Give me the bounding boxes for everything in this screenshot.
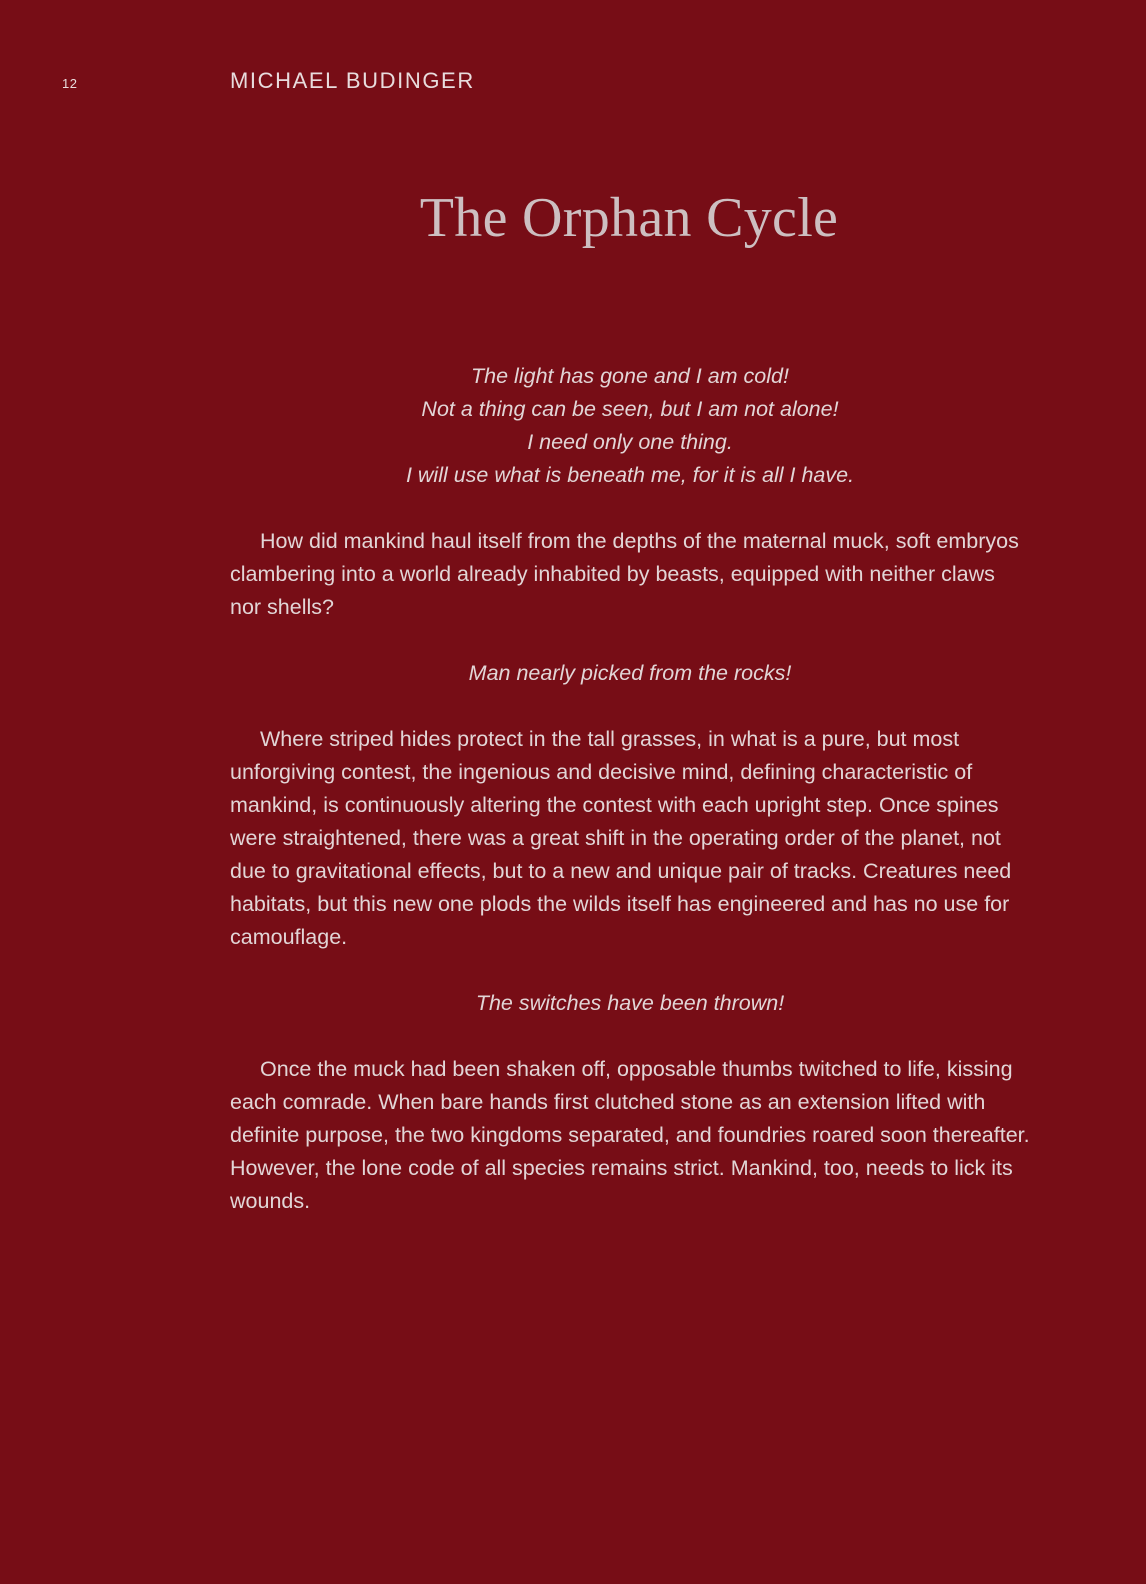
- verse-line: The light has gone and I am cold!: [471, 364, 789, 388]
- paragraph: How did mankind haul itself from the depths of the maternal muck, soft embryos clambering into a world already inhabited by beasts, equipped with neither claws nor shells?: [230, 529, 1019, 619]
- verse-line: I need only one thing.: [527, 430, 733, 454]
- page-title: The Orphan Cycle: [419, 187, 839, 249]
- verse-line: Not a thing can be seen, but I am not alone!: [421, 397, 839, 421]
- body-text: [230, 360, 1030, 1218]
- paragraph: Where striped hides protect in the tall grasses, in what is a pure, but most unforgiving contest, the ingenious and decisive mind, defining characteristic of mankind, is continuously altering the contest with each upright step. Once spines were straightened, there was a great shift in the operating order of the planet, not due to gravitational effects, but to a new and unique pair of tracks. Creatures need habitats, but this new one plods the wilds itself has engineered and has no use for camouflage.: [230, 727, 1012, 949]
- running-head-author: MICHAEL BUDINGER: [230, 68, 475, 93]
- paragraph: Once the muck had been shaken off, opposable thumbs twitched to life, kissing each comrade. When bare hands first clutched stone as an extension lifted with definite purpose, the two kingdoms separated, and foundries roared soon thereafter. However, the lone code of all species remains strict. Mankind, too, needs to lick its wounds.: [230, 1057, 1030, 1213]
- page-number: 12: [62, 76, 78, 91]
- verse-line: I will use what is beneath me, for it is all I have.: [405, 463, 855, 487]
- verse-stanza: [230, 360, 1030, 492]
- verse-line: The switches have been thrown!: [475, 991, 785, 1015]
- verse-line: Man nearly picked from the rocks!: [468, 661, 792, 685]
